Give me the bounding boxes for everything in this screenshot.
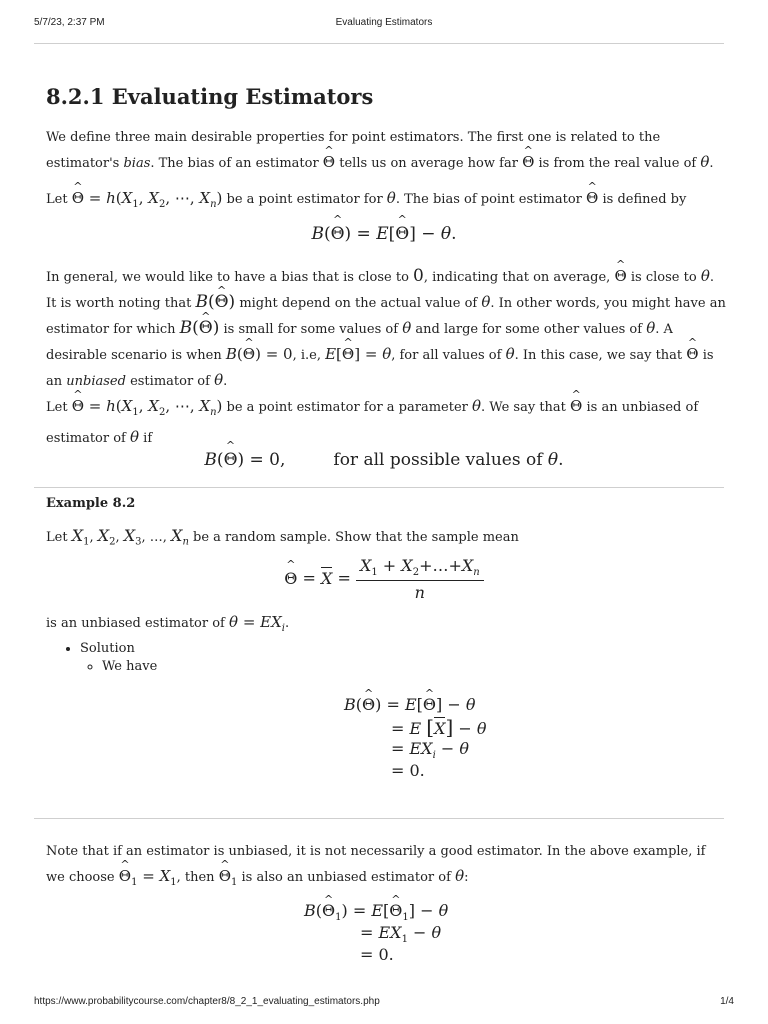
- example-top-divider: [34, 487, 724, 488]
- theta1-derivation: [304, 900, 448, 966]
- para3-text-m: is an: [46, 348, 714, 389]
- example-title: Example 8.2: [46, 496, 136, 511]
- solution-item: [80, 640, 157, 676]
- para3-text-j: , i.e,: [292, 348, 326, 363]
- theta1-line-2: = $EX_1 - \theta$: [360, 923, 442, 946]
- example-statement: Let $X_1$, $X_2$, $X_3$, …, $X_n$ be a random sample. Show that the sample mean: [46, 526, 519, 548]
- derivation-line-2: = E [X] − θ: [391, 715, 487, 739]
- example-claim: is an unbiased estimator of $\theta = EX_i$.: [46, 613, 290, 634]
- para3-text-h: and large for some other values of: [411, 322, 647, 337]
- para3-text-d: . It is worth noting that: [46, 270, 714, 311]
- para4-text-c: is an unbiased of estimator of: [46, 400, 699, 446]
- sample-mean-equation: ^ Θ = X = $\frac{X_1 + X_2+\dots+X_n}{n}$: [0, 556, 768, 602]
- paragraph-bias-intro: We define three main desirable properties for point estimators. The first one is related to the estimator's bias. The bias of an estimator ^ Θ tells us on average how far ^ Θ is from the real value of θ.: [46, 126, 726, 176]
- header-divider: [34, 43, 724, 44]
- print-doc-title: Evaluating Estimators: [335, 17, 433, 28]
- para4-text-b: . We say that: [481, 400, 571, 415]
- note-text-c: is also an unbiased estimator of: [237, 870, 456, 885]
- unbiased-term: unbiased: [66, 374, 126, 389]
- para4-text-a: be a point estimator for a parameter: [222, 400, 472, 415]
- we-have-item: [102, 658, 157, 676]
- para3-text-i: . A desirable scenario is when: [46, 322, 673, 363]
- page-number: 1/4: [720, 996, 734, 1007]
- paragraph-bias-discussion: In general, we would like to have a bias that is close to 0, indicating that on average, ^ Θ is close to θ. It is worth noting that B(^ Θ) might depend on the actual value of θ. In other words, you might have an estimator for which B(^ Θ) is small for some values of θ and large for some other values of θ. A desirable scenario is when B(^ Θ) = 0, i.e, E[^ Θ] = θ, for all values of θ. In this case, we say that ^ Θ is an unbiased estimator of θ.: [46, 264, 726, 394]
- print-url: https://www.probabilitycourse.com/chapter8/8_2_1_evaluating_estimators.php: [34, 996, 380, 1007]
- solution-label: Solution: [80, 641, 135, 656]
- para1-text-d: is from the real value of: [534, 156, 701, 171]
- para2-text-b: . The bias of point estimator: [395, 192, 587, 207]
- para4-text-d: if: [139, 431, 153, 446]
- derivation-line-1: B(^ Θ) = E[^ Θ] − θ: [344, 694, 487, 716]
- section-title: 8.2.1 Evaluating Estimators: [46, 84, 374, 109]
- example-bottom-divider: [34, 818, 724, 819]
- bias-derivation: [344, 694, 487, 782]
- paragraph-unbiased-definition: Let ^ $\Theta = h(X_1$, $X_2$, ⋯, $X_n$) be a point estimator for a parameter θ. We say that ^ Θ is an unbiased of estimator of θ if: [46, 394, 726, 451]
- example-text-c: is an unbiased estimator of: [46, 616, 230, 631]
- note-paragraph: Note that if an estimator is unbiased, it is not necessarily a good estimator. In the above example, if we choose ^ $\Theta_1 = X_1$, then ^ $\Theta_1$ is also an unbiased estimator of θ:: [46, 840, 726, 895]
- para3-text-k: , for all values of: [391, 348, 506, 363]
- para1-text-a: We define three main desirable properties for point estimators. The first one is related to the estimator's: [46, 130, 661, 171]
- para3-text-g: is small for some values of: [219, 322, 403, 337]
- theta1-line-3: = 0.: [360, 945, 394, 964]
- solution-list: [46, 640, 157, 676]
- note-text-a: Note that if an estimator is unbiased, it is not necessarily a good estimator. In the above example, if we choose: [46, 844, 706, 885]
- we-have-label: We have: [102, 659, 158, 674]
- para3-text-e: might depend on the actual value of: [235, 296, 482, 311]
- para2-text-a: be a point estimator for: [222, 192, 387, 207]
- para4-let: Let: [46, 400, 72, 415]
- note-text-b: , then: [176, 870, 219, 885]
- sample-mean-fraction: $\frac{X_1 + X_2+\dots+X_n}{n}$: [356, 556, 484, 602]
- para2-let: Let: [46, 192, 72, 207]
- example-text-a: Let: [46, 530, 72, 545]
- para3-text-a: In general, we would like to have a bias that is close to: [46, 270, 414, 285]
- paragraph-bias-definition: Let ^ $\Theta = h(X_1$, $X_2$, ⋯, $X_n$) be a point estimator for θ. The bias of point estimator ^ Θ is defined by: [46, 186, 726, 217]
- theta1-line-1: B(^ $\Theta_1$) = E[^ $\Theta_1] - \theta$: [304, 900, 448, 922]
- example-text-b: be a random sample. Show that the sample mean: [188, 530, 519, 545]
- para3-text-l: . In this case, we say that: [514, 348, 687, 363]
- para3-text-c: is close to: [626, 270, 701, 285]
- para3-text-n: estimator of: [125, 374, 215, 389]
- condition-text: for all possible values of: [333, 450, 543, 470]
- derivation-line-4: = 0.: [391, 761, 425, 780]
- para3-text-f: . In other words, you might have an estimator for which: [46, 296, 726, 337]
- bias-term: bias: [123, 156, 151, 171]
- bias-definition-equation: B(^ Θ) = E[^ Θ] − θ.: [0, 224, 768, 244]
- para1-text-c: tells us on average how far: [335, 156, 523, 171]
- para1-text-b: . The bias of an estimator: [150, 156, 323, 171]
- print-datetime: 5/7/23, 2:37 PM: [34, 17, 105, 28]
- para3-text-b: , indicating that on average,: [423, 270, 615, 285]
- unbiased-condition-equation: B(^ Θ) = 0, for all possible values of θ.: [0, 450, 768, 470]
- derivation-line-3: = $EX_i - \theta$: [391, 739, 469, 762]
- para2-text-c: is defined by: [598, 192, 687, 207]
